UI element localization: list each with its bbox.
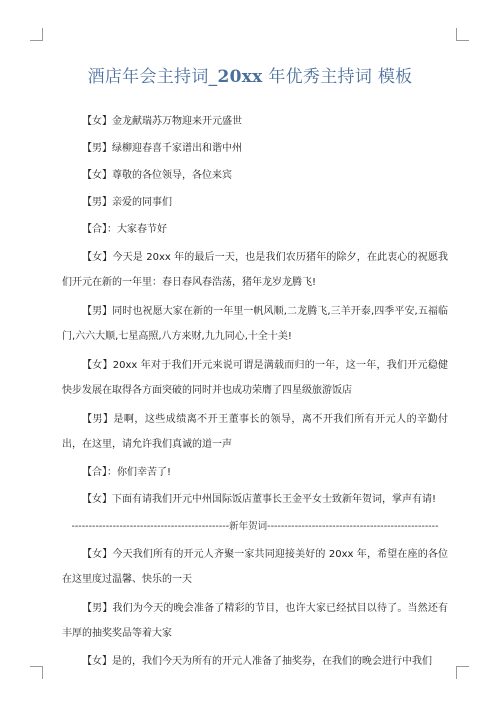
crop-mark-top-right bbox=[456, 28, 469, 41]
paragraph: 【女】尊敬的各位领导，各位来宾 bbox=[82, 170, 232, 181]
document-title bbox=[0, 62, 500, 87]
paragraph: 【女】今天是 20xx 年的最后一天，也是我们农历猪年的除夕，在此衷心的祝愿我们开元在新的一年里：春日春风春浩荡，猪年龙岁龙腾飞! bbox=[62, 252, 448, 288]
paragraph: 【女】今天我们所有的开元人齐聚一家共同迎接美好的 20xx 年，希望在座的各位在这里度过温馨、快乐的一天 bbox=[62, 549, 448, 585]
paragraph: 【男】绿柳迎春喜千家谱出和谐中州 bbox=[82, 143, 242, 154]
paragraph: 【男】同时也祝愿大家在新的一年里一帆风顺,二龙腾飞,三羊开泰,四季平安,五福临门,六六大顺,七星高照,八方来财,九九同心,十全十美! bbox=[62, 306, 448, 342]
title-prefix: 酒店年会主持词_ bbox=[87, 67, 218, 87]
paragraph: 【女】20xx 年对于我们开元来说可谓是满载而归的一年，这一年，我们开元稳健快步发展在取得各方面突破的同时并也成功荣膺了四星级旅游饭店 bbox=[62, 360, 448, 396]
crop-mark-top-left bbox=[30, 28, 43, 41]
title-year: 20xx bbox=[217, 67, 263, 87]
paragraph: 【男】是啊，这些成绩离不开王董事长的领导，离不开我们所有开元人的辛勤付出，在这里，请允许我们真诚的道一声 bbox=[62, 414, 448, 450]
crop-mark-bottom-right bbox=[456, 666, 469, 679]
paragraph: 【女】是的，我们今天为所有的开元人准备了抽奖券，在我们的晚会进行中我们 bbox=[82, 656, 432, 667]
paragraph: 【合】：大家春节好 bbox=[82, 224, 167, 235]
paragraph: 【男】我们为今天的晚会准备了精彩的节目，也许大家已经拭目以待了。当然还有丰厚的抽奖奖品等着大家 bbox=[62, 603, 448, 639]
title-suffix: 年优秀主持词 模板 bbox=[262, 67, 413, 87]
paragraph: 【女】下面有请我们开元中州国际饭店董事长王金平女士致新年贺词，掌声有请! bbox=[82, 494, 437, 505]
paragraph: 【合】：你们幸苦了! bbox=[82, 467, 172, 478]
section-divider: ----------------------------------------------新年贺词-------------------------------------------------- bbox=[71, 521, 439, 532]
paragraph: 【女】金龙献瑞苏万物迎来开元盛世 bbox=[82, 116, 242, 127]
crop-mark-bottom-left bbox=[30, 666, 43, 679]
document-body bbox=[62, 110, 448, 677]
paragraph: 【男】亲爱的同事们 bbox=[82, 197, 172, 208]
